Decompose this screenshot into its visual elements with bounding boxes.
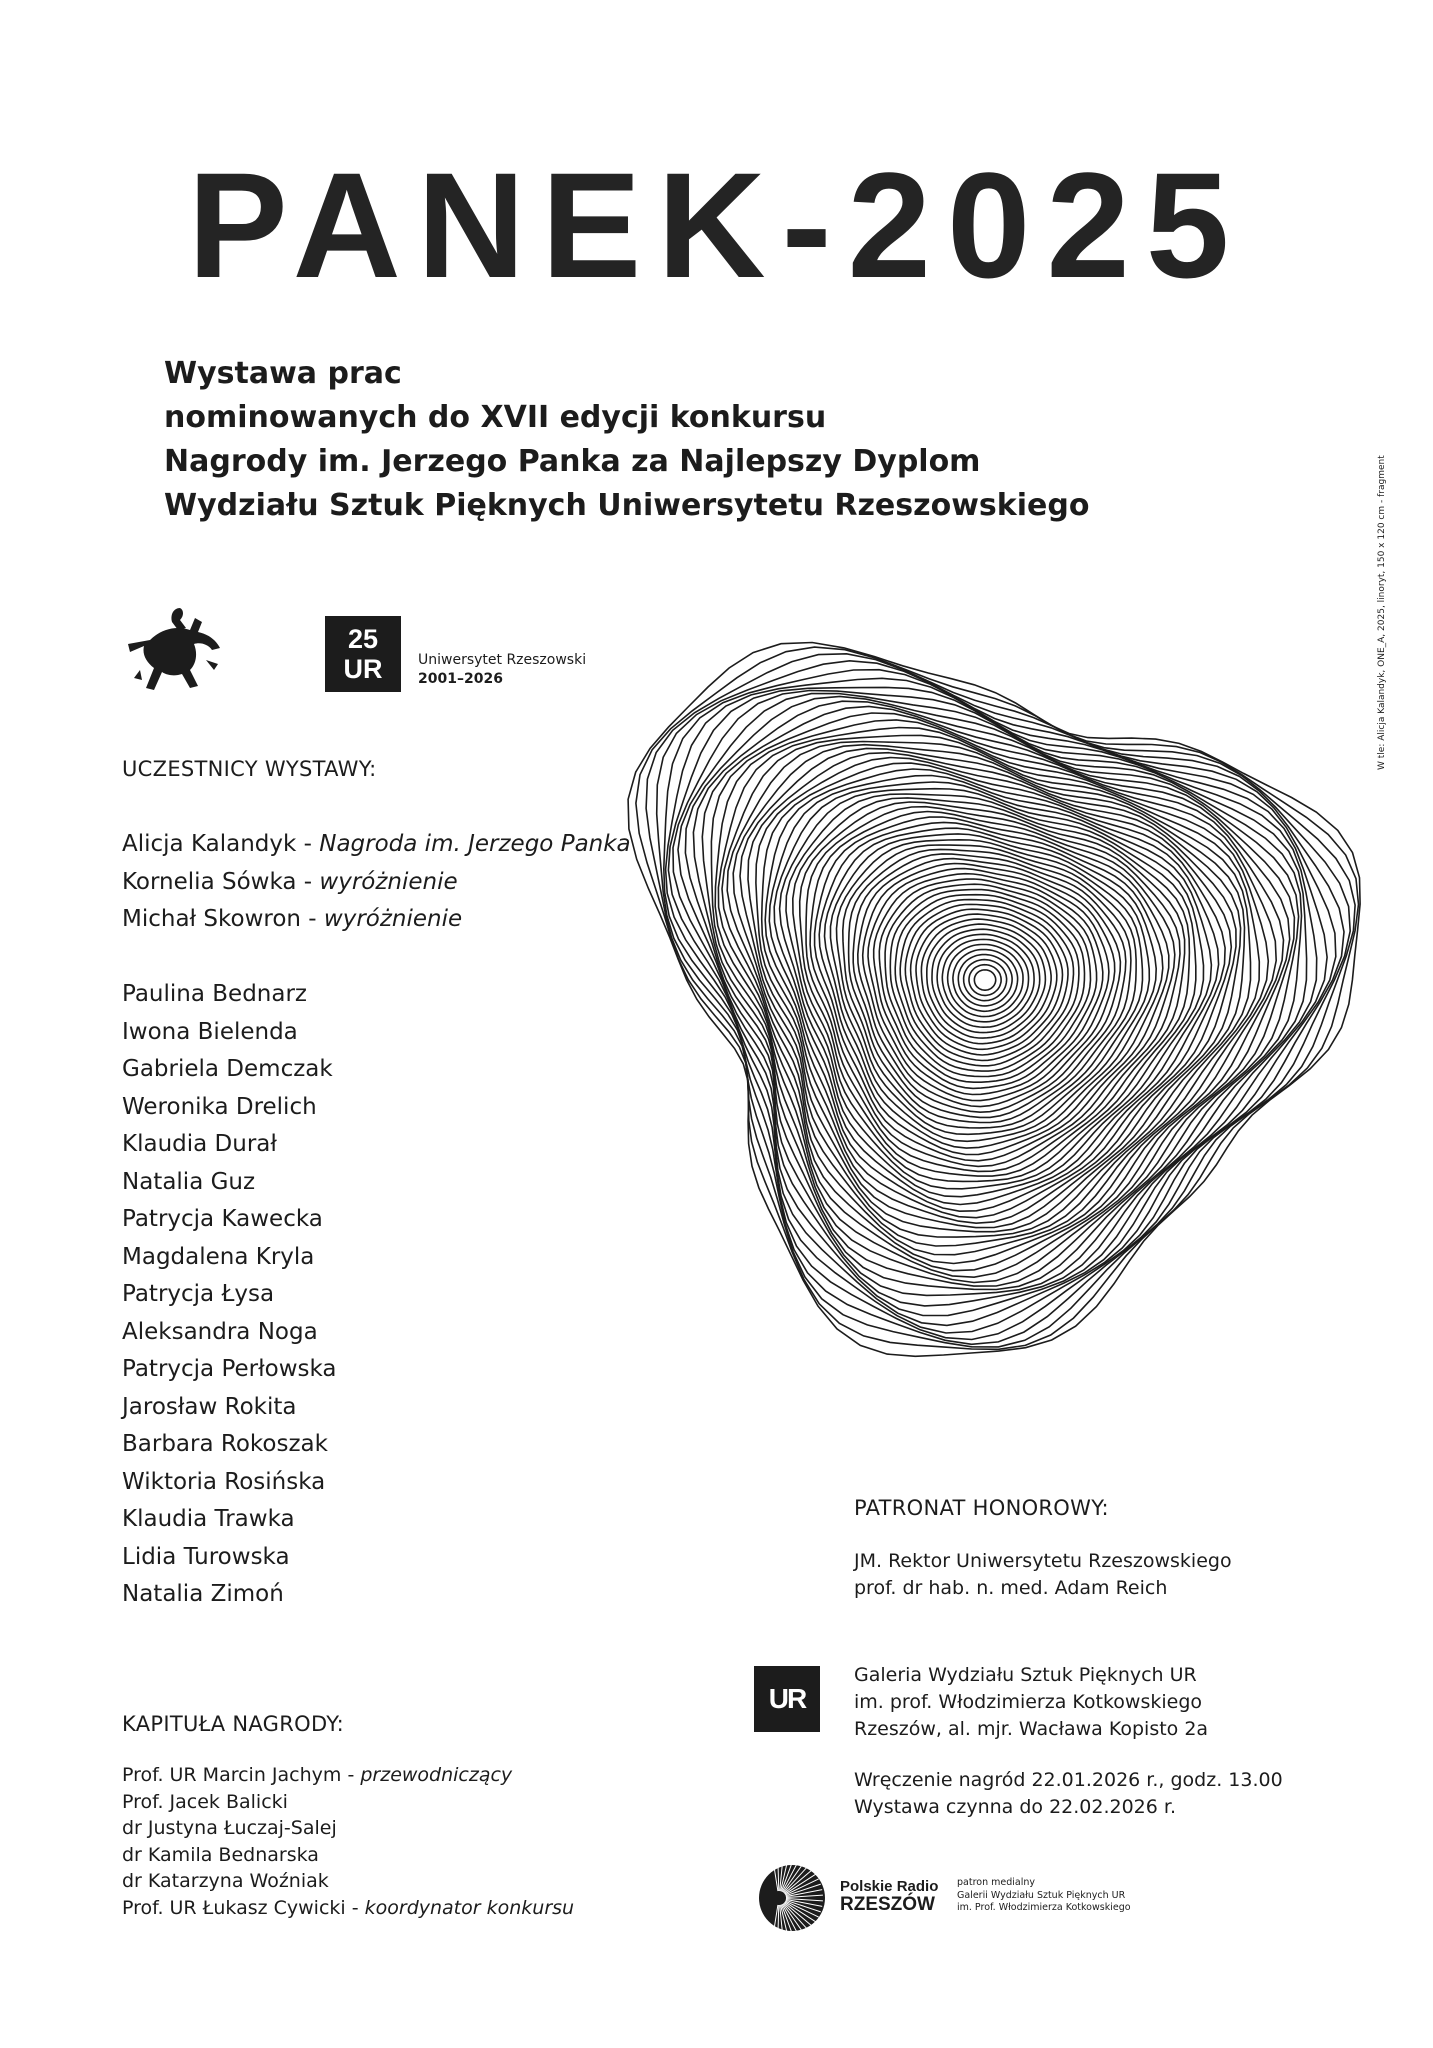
list-item: Patrycja Łysa (122, 1281, 275, 1307)
subtitle-line: Wydziału Sztuk Pięknych Uniwersytetu Rzeszowskiego (164, 488, 1090, 523)
concentric-linocut-artwork (585, 570, 1385, 1450)
list-item: Prof. UR Łukasz Cywicki - koordynator konkursu (122, 1896, 575, 1919)
list-item: Magdalena Kryla (122, 1243, 315, 1270)
list-item: Lidia Turowska (122, 1543, 290, 1570)
list-item: Natalia Zimoń (122, 1581, 284, 1607)
artwork-ring (953, 950, 1018, 1012)
text-line: patron medialny (957, 1877, 1035, 1888)
text-line: JM. Rektor Uniwersytetu Rzeszowskiego (854, 1550, 1232, 1572)
list-item: Jarosław Rokita (122, 1393, 297, 1420)
text-line: Galerii Wydziału Sztuk Pięknych UR (957, 1889, 1126, 1901)
artwork-ring (885, 884, 1090, 1082)
anniversary-number: 25 (347, 624, 379, 654)
list-item: Wiktoria Rosińska (122, 1468, 326, 1495)
participants-header: UCZESTNICY WYSTAWY: (122, 757, 377, 781)
list-item: Klaudia Trawka (122, 1506, 295, 1532)
radio-line1: Polskie Radio (840, 1878, 939, 1895)
awarded-participants-list (122, 826, 631, 939)
artwork-credit: W tle: Alicja Kalandyk, ONE_A, 2025, linoryt, 150 x 120 cm - fragment (1377, 455, 1387, 770)
text-line: im. Prof. Włodzimierza Kotkowskiego (957, 1902, 1131, 1913)
university-25-logo (325, 616, 401, 692)
subtitle-line: nominowanych do XVII edycji konkursu (164, 400, 827, 435)
text-line: Galeria Wydziału Sztuk Pięknych UR (854, 1664, 1197, 1686)
poster-title: PANEK-2025 (187, 141, 1246, 309)
text-line: im. prof. Włodzimierza Kotkowskiego (854, 1691, 1203, 1713)
horse-rider-logo-icon (120, 600, 230, 710)
artwork-ring (974, 970, 995, 990)
list-item: Prof. UR Marcin Jachym - przewodniczący (122, 1764, 513, 1786)
text-line: prof. dr hab. n. med. Adam Reich (854, 1577, 1168, 1599)
list-item: Alicja Kalandyk - Nagroda im. Jerzego Panka (122, 831, 631, 857)
list-item: dr Katarzyna Woźniak (122, 1870, 329, 1892)
polskie-radio-logo-icon (757, 1863, 827, 1933)
gallery-ur-logo: UR (754, 1666, 820, 1732)
subtitle-line: Nagrody im. Jerzego Panka za Najlepszy Dyplom (164, 444, 981, 479)
venue-info (854, 1662, 1208, 1743)
artwork-ring (921, 919, 1051, 1044)
artwork-ring (958, 955, 1012, 1006)
artwork-ring (964, 960, 1007, 1001)
radio-patron-text (957, 1877, 1131, 1915)
list-item: Klaudia Durał (122, 1131, 277, 1157)
radio-line2: RZESZÓW (840, 1894, 935, 1915)
artwork-ring (937, 934, 1034, 1027)
honorary-patronage-header: PATRONAT HONOROWY: (854, 1496, 1109, 1520)
anniversary-ur: UR (343, 654, 383, 684)
list-item: Gabriela Demczak (122, 1056, 333, 1082)
list-item: Michał Skowron - wyróżnienie (122, 906, 463, 932)
list-item: Prof. Jacek Balicki (122, 1790, 288, 1813)
list-item: Aleksandra Noga (122, 1318, 318, 1345)
jury-list (122, 1762, 574, 1921)
radio-name (840, 1878, 938, 1914)
list-item: Patrycja Perłowska (122, 1356, 337, 1382)
text-line: Wręczenie nagród 22.01.2026 r., godz. 13.00 (854, 1769, 1283, 1791)
university-years: 2001–2026 (418, 671, 503, 687)
dates-info (854, 1767, 1283, 1821)
jury-header: KAPITUŁA NAGRODY: (122, 1712, 345, 1736)
list-item: Paulina Bednarz (122, 981, 307, 1007)
list-item: Patrycja Kawecka (122, 1206, 323, 1232)
list-item: Iwona Bielenda (122, 1018, 298, 1045)
subtitle-block (164, 352, 1089, 528)
list-item: dr Kamila Bednarska (122, 1843, 319, 1866)
honorary-patronage-text (854, 1548, 1232, 1602)
list-item: Weronika Drelich (122, 1093, 317, 1120)
university-name: Uniwersytet Rzeszowski (418, 652, 587, 668)
artwork-ring (942, 939, 1028, 1021)
text-line: Wystawa czynna do 22.02.2026 r. (854, 1796, 1176, 1818)
text-line: Rzeszów, al. mjr. Wacława Kopisto 2a (854, 1718, 1209, 1740)
participants-list (122, 976, 337, 1614)
subtitle-line: Wystawa prac (164, 356, 402, 391)
university-label (418, 651, 586, 689)
list-item: Natalia Guz (122, 1168, 256, 1195)
list-item: dr Justyna Łuczaj-Salej (122, 1817, 337, 1839)
list-item: Barbara Rokoszak (122, 1431, 328, 1457)
list-item: Kornelia Sówka - wyróżnienie (122, 868, 458, 895)
